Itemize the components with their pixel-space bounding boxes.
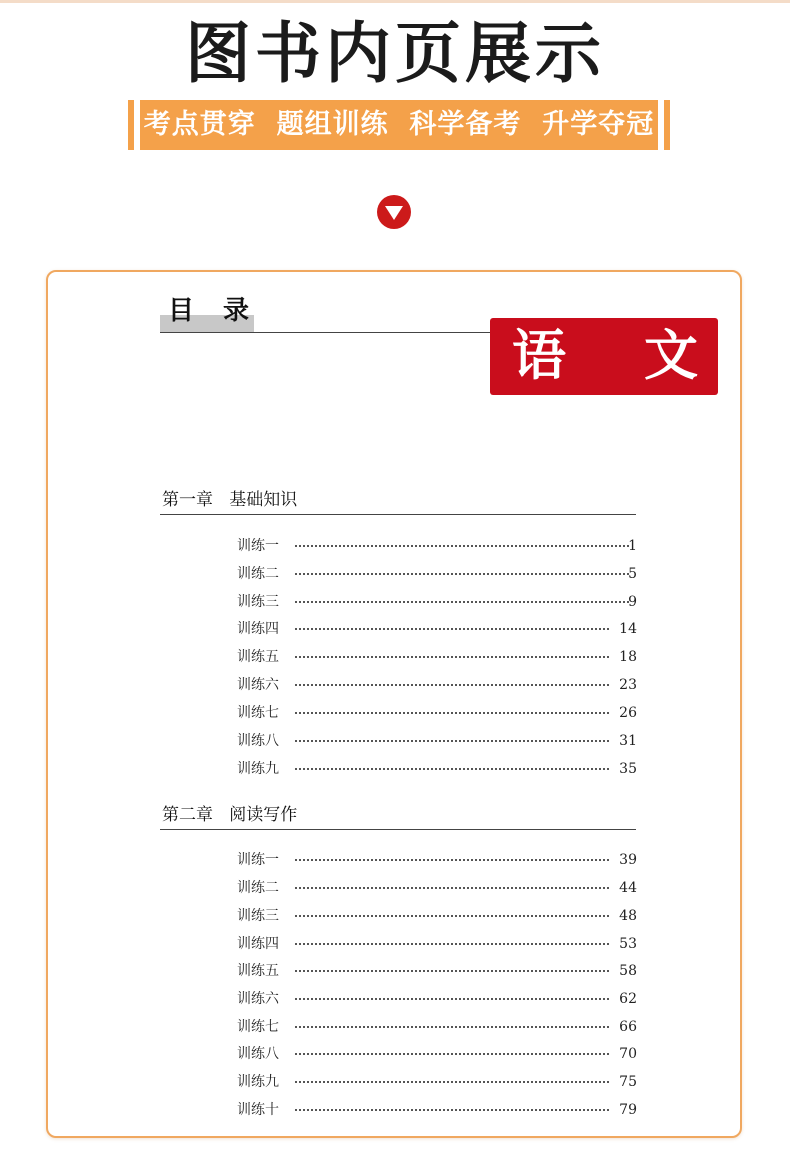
toc-entry [237,591,637,613]
toc-entry [237,933,637,955]
toc-entry [237,646,637,668]
entry-page: 31 [619,733,637,749]
tagline-bar-left [128,100,134,150]
page-title: 图书内页展示 [185,15,605,92]
toc-entry [237,905,637,927]
toc-entry [237,877,637,899]
entry-name: 训练九 [237,1074,279,1090]
entry-name: 训练五 [237,649,279,665]
entry-name: 训练四 [237,936,279,952]
entry-page: 35 [619,761,637,777]
toc-entry [237,730,637,752]
leader-dots [295,712,609,714]
leader-dots [295,656,609,658]
entry-name: 训练一 [237,538,279,554]
entry-name: 训练一 [237,852,279,868]
entry-page: 53 [619,936,637,952]
leader-dots [295,768,609,770]
entry-name: 训练七 [237,1019,279,1035]
toc-entry [237,1099,637,1121]
subject-char-2: 文 [644,324,698,387]
leader-dots [295,601,629,603]
entry-name: 训练六 [237,677,279,693]
leader-dots [295,545,629,547]
leader-dots [295,1109,609,1111]
chapter-title: 第二章 阅读写作 [162,805,298,825]
entry-name: 训练四 [237,621,279,637]
entry-page: 79 [619,1102,637,1118]
subject-char-1: 语 [512,324,566,387]
leader-dots [295,1053,609,1055]
entry-page: 18 [619,649,637,665]
toc-entry [237,1043,637,1065]
entry-name: 训练八 [237,1046,279,1062]
leader-dots [295,628,609,630]
entry-name: 训练六 [237,991,279,1007]
toc-heading: 目 录 [168,296,260,326]
toc-entry [237,758,637,780]
leader-dots [295,970,609,972]
toc-entry [237,674,637,696]
toc-entry [237,849,637,871]
entry-page: 62 [619,991,637,1007]
entry-name: 训练九 [237,761,279,777]
leader-dots [295,859,609,861]
entry-page: 66 [619,1019,637,1035]
toc-entry [237,1016,637,1038]
toc-entry [237,535,637,557]
toc-entry [237,1071,637,1093]
tagline-text: 考点贯穿 题组训练 科学备考 升学夺冠 [140,100,658,150]
book-page-card [46,270,742,1138]
tagline-bar-right [664,100,670,150]
entry-page: 23 [619,677,637,693]
tagline-banner [128,100,670,150]
top-strip [0,0,790,3]
toc-entry [237,960,637,982]
entry-page: 39 [619,852,637,868]
entry-name: 训练七 [237,705,279,721]
chapter-heading [160,488,636,515]
toc-entry [237,563,637,585]
leader-dots [295,915,609,917]
chapter-title: 第一章 基础知识 [162,490,298,510]
entry-name: 训练八 [237,733,279,749]
leader-dots [295,1026,609,1028]
chevron-down-icon [377,195,411,229]
toc-entry [237,618,637,640]
entry-name: 训练三 [237,908,279,924]
leader-dots [295,1081,609,1083]
entry-page: 58 [619,963,637,979]
toc-heading-rule [160,332,495,333]
leader-dots [295,998,609,1000]
entry-page: 48 [619,908,637,924]
entry-name: 训练二 [237,566,279,582]
entry-page: 75 [619,1074,637,1090]
chapter-heading [160,803,636,830]
entry-page: 9 [628,594,637,610]
leader-dots [295,684,609,686]
toc-entry [237,702,637,724]
entry-page: 70 [619,1046,637,1062]
entry-name: 训练十 [237,1102,279,1118]
leader-dots [295,887,609,889]
entry-page: 44 [619,880,637,896]
leader-dots [295,573,629,575]
entry-name: 训练二 [237,880,279,896]
leader-dots [295,943,609,945]
toc-entry [237,988,637,1010]
entry-name: 训练三 [237,594,279,610]
leader-dots [295,740,609,742]
subject-badge [490,318,718,395]
entry-page: 26 [619,705,637,721]
entry-name: 训练五 [237,963,279,979]
entry-page: 14 [619,621,637,637]
entry-page: 5 [628,566,637,582]
entry-page: 1 [628,538,637,554]
